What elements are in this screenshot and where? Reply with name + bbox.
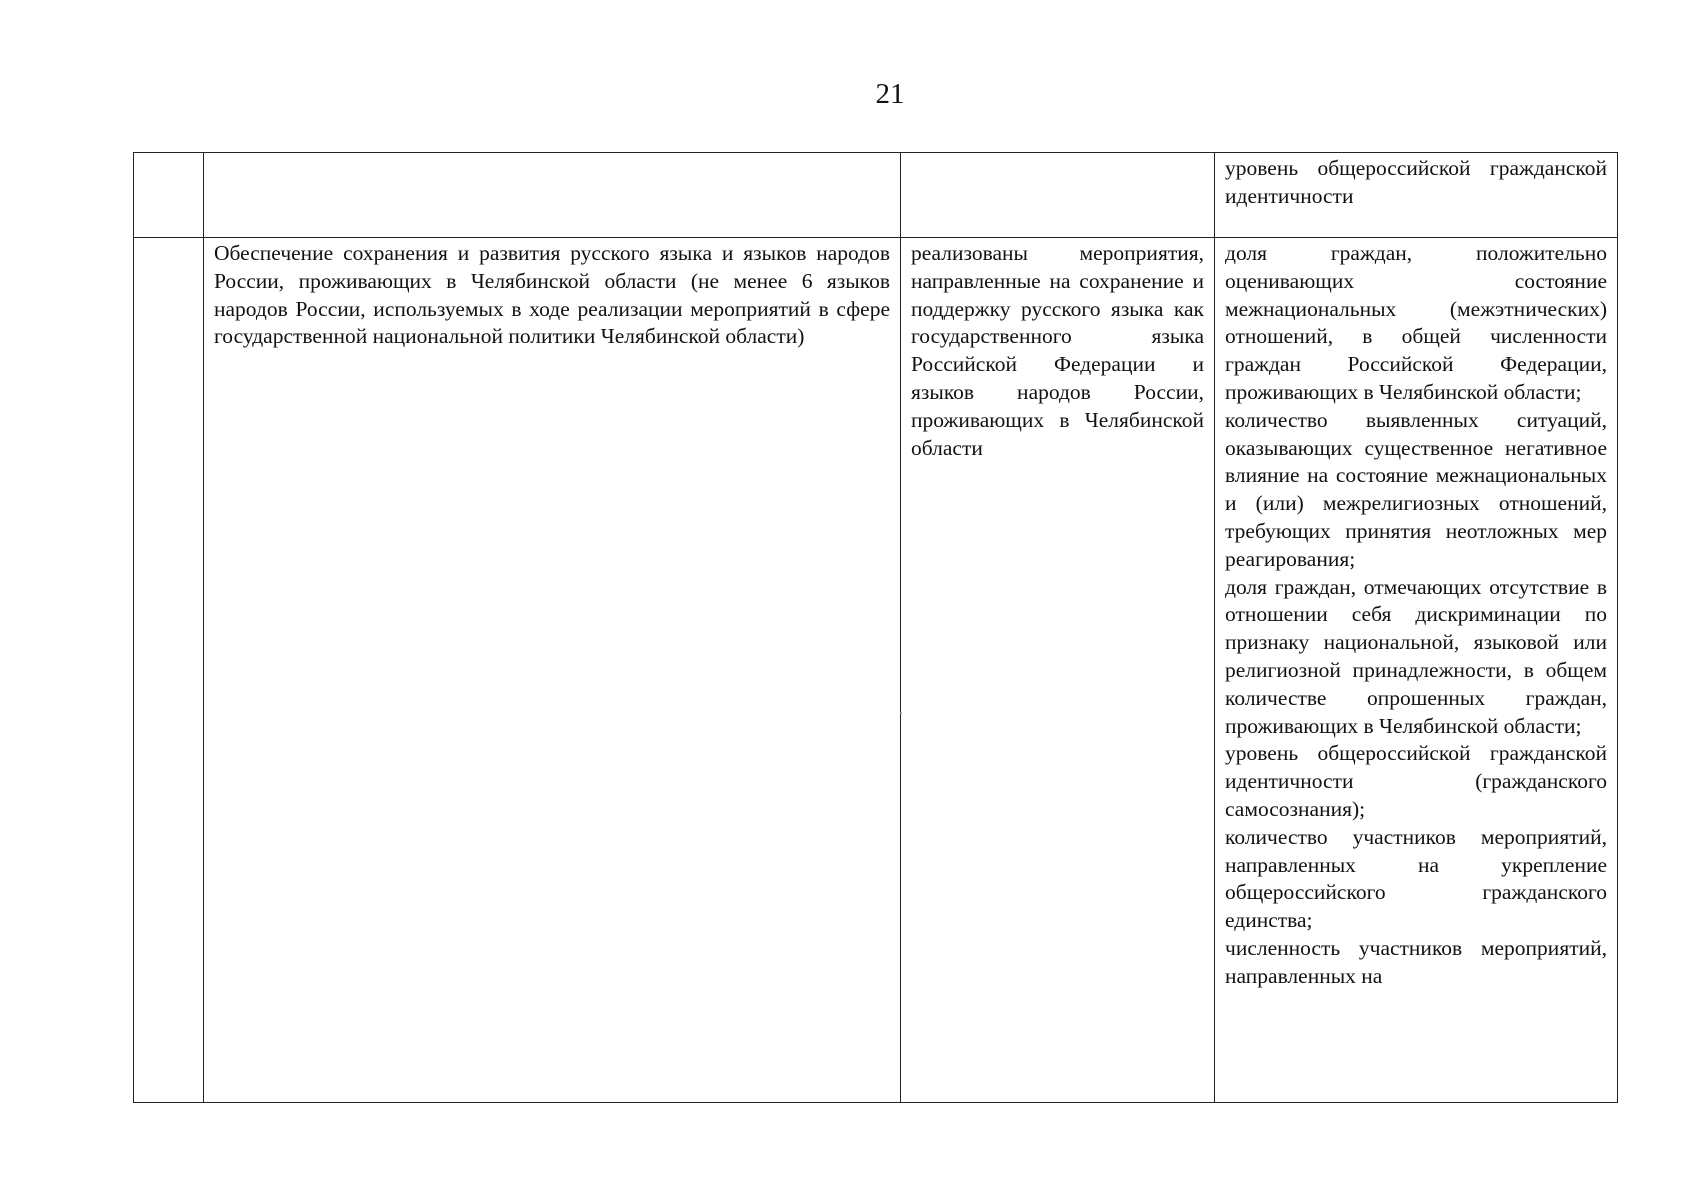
indicator-item: уровень общероссийской гражданской идентичности (гражданского самосознания); [1225,741,1607,821]
indicator-item: доля граждан, отмечающих отсутствие в отношении себя дискриминации по признаку национальной, языковой или религиозной принадлежности, в общем количестве опрошенных граждан, проживающих в Челябинской области; [1225,574,1607,738]
task-cell [204,238,901,1103]
result-cell [901,238,1215,1103]
page-number: 21 [875,78,905,110]
task-cell [204,153,901,238]
indicator-cell [1215,238,1618,1103]
row-number-cell [134,153,204,238]
indicator-cell [1215,153,1618,238]
task-text: Обеспечение сохранения и развития русского языка и языков народов России, проживающих в Челябинской области (не менее 6 языков народов России, используемых в ходе реализации мероприятий в сфере государственной национальной политики Челябинской области) [214,241,890,349]
indicator-item: количество участников мероприятий, направленных на укрепление общероссийского гражданского единства; [1225,824,1607,933]
result-cell [901,153,1215,238]
result-text: реализованы мероприятия, направленные на сохранение и поддержку русского языка как государственного языка Российской Федерации и языков народов России, проживающих в Челябинской области [911,241,1204,460]
indicator-item: доля граждан, положительно оценивающих состояние межнациональных (межэтнических) отношений, в общей численности граждан Российской Федерации, проживающих в Челябинской области; [1225,241,1607,404]
indicator-item: уровень общероссийской гражданской идентичности [1225,156,1607,208]
row-number-cell [134,238,204,1103]
table-row [134,238,1618,1103]
scan-speck [900,712,902,714]
indicator-item: численность участников мероприятий, направленных на [1225,935,1607,988]
indicator-item: количество выявленных ситуаций, оказывающих существенное негативное влияние на состояние межнациональных и (или) межрелигиозных отношений, требующих принятия неотложных мер реагирования; [1225,407,1607,571]
table-row [134,153,1618,238]
program-table [133,152,1618,1103]
